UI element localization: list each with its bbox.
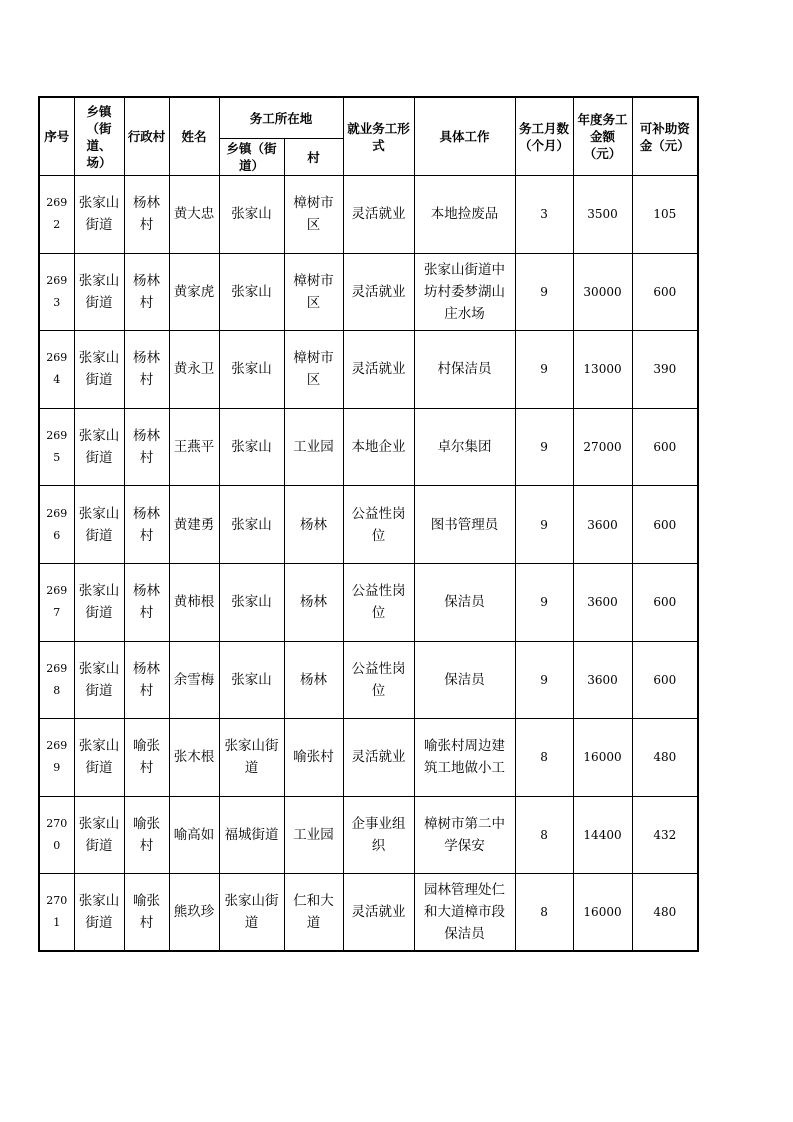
cell-name: 黄建勇 <box>169 486 219 564</box>
cell-village: 杨林村 <box>124 486 169 564</box>
cell-months: 8 <box>515 719 573 797</box>
cell-loc-village: 樟树市区 <box>284 331 343 409</box>
cell-loc-village: 工业园 <box>284 408 343 486</box>
cell-months: 9 <box>515 486 573 564</box>
cell-name: 黄柿根 <box>169 563 219 641</box>
cell-village: 杨林村 <box>124 176 169 254</box>
cell-name: 黄大忠 <box>169 176 219 254</box>
table-row <box>39 796 698 874</box>
cell-job: 卓尔集团 <box>414 408 515 486</box>
cell-months: 8 <box>515 874 573 952</box>
cell-name: 黄家虎 <box>169 253 219 331</box>
header-village: 行政村 <box>124 97 169 176</box>
cell-subsidy: 600 <box>632 563 698 641</box>
cell-job: 村保洁员 <box>414 331 515 409</box>
cell-amount: 30000 <box>573 253 632 331</box>
cell-village: 杨林村 <box>124 331 169 409</box>
cell-loc-township: 张家山 <box>219 331 284 409</box>
cell-seq: 2699 <box>39 719 74 797</box>
table-row <box>39 331 698 409</box>
cell-months: 8 <box>515 796 573 874</box>
cell-form: 企事业组织 <box>343 796 414 874</box>
cell-months: 9 <box>515 331 573 409</box>
cell-village: 喻张村 <box>124 796 169 874</box>
table-row <box>39 719 698 797</box>
cell-township: 张家山街道 <box>74 408 124 486</box>
header-name: 姓名 <box>169 97 219 176</box>
cell-village: 杨林村 <box>124 408 169 486</box>
cell-job: 本地捡废品 <box>414 176 515 254</box>
cell-village: 喻张村 <box>124 719 169 797</box>
cell-form: 公益性岗位 <box>343 486 414 564</box>
header-subsidy: 可补助资金（元） <box>632 97 698 176</box>
cell-job: 樟树市第二中学保安 <box>414 796 515 874</box>
cell-seq: 2693 <box>39 253 74 331</box>
cell-job: 喻张村周边建筑工地做小工 <box>414 719 515 797</box>
cell-township: 张家山街道 <box>74 486 124 564</box>
cell-loc-township: 张家山 <box>219 486 284 564</box>
cell-months: 9 <box>515 563 573 641</box>
table-body <box>39 176 698 952</box>
cell-seq: 2696 <box>39 486 74 564</box>
cell-form: 灵活就业 <box>343 253 414 331</box>
cell-subsidy: 600 <box>632 486 698 564</box>
cell-subsidy: 432 <box>632 796 698 874</box>
cell-form: 灵活就业 <box>343 331 414 409</box>
cell-amount: 16000 <box>573 719 632 797</box>
cell-job: 保洁员 <box>414 563 515 641</box>
cell-amount: 3500 <box>573 176 632 254</box>
cell-township: 张家山街道 <box>74 253 124 331</box>
cell-job: 图书管理员 <box>414 486 515 564</box>
header-employment-form: 就业务工形式 <box>343 97 414 176</box>
cell-months: 9 <box>515 408 573 486</box>
table-row <box>39 176 698 254</box>
table-row <box>39 563 698 641</box>
cell-months: 9 <box>515 253 573 331</box>
cell-loc-village: 樟树市区 <box>284 176 343 254</box>
cell-form: 公益性岗位 <box>343 563 414 641</box>
cell-amount: 13000 <box>573 331 632 409</box>
cell-seq: 2695 <box>39 408 74 486</box>
cell-loc-township: 张家山街道 <box>219 719 284 797</box>
cell-loc-township: 福城街道 <box>219 796 284 874</box>
cell-name: 熊玖珍 <box>169 874 219 952</box>
cell-form: 灵活就业 <box>343 176 414 254</box>
employment-subsidy-table <box>38 96 699 952</box>
cell-name: 王燕平 <box>169 408 219 486</box>
cell-name: 余雪梅 <box>169 641 219 719</box>
header-months: 务工月数（个月） <box>515 97 573 176</box>
table-row <box>39 486 698 564</box>
cell-seq: 2692 <box>39 176 74 254</box>
cell-seq: 2700 <box>39 796 74 874</box>
table-row <box>39 253 698 331</box>
cell-loc-village: 仁和大道 <box>284 874 343 952</box>
cell-subsidy: 600 <box>632 641 698 719</box>
cell-township: 张家山街道 <box>74 796 124 874</box>
cell-township: 张家山街道 <box>74 331 124 409</box>
cell-loc-township: 张家山 <box>219 563 284 641</box>
cell-village: 杨林村 <box>124 253 169 331</box>
cell-subsidy: 105 <box>632 176 698 254</box>
cell-amount: 3600 <box>573 641 632 719</box>
cell-job: 园林管理处仁和大道樟市段保洁员 <box>414 874 515 952</box>
cell-subsidy: 480 <box>632 719 698 797</box>
cell-township: 张家山街道 <box>74 874 124 952</box>
cell-subsidy: 600 <box>632 408 698 486</box>
cell-subsidy: 600 <box>632 253 698 331</box>
cell-loc-village: 杨林 <box>284 486 343 564</box>
cell-subsidy: 480 <box>632 874 698 952</box>
header-job: 具体工作 <box>414 97 515 176</box>
cell-loc-township: 张家山 <box>219 408 284 486</box>
cell-seq: 2694 <box>39 331 74 409</box>
cell-months: 9 <box>515 641 573 719</box>
table-row <box>39 641 698 719</box>
cell-job: 张家山街道中坊村委梦湖山庄水场 <box>414 253 515 331</box>
cell-form: 公益性岗位 <box>343 641 414 719</box>
cell-form: 本地企业 <box>343 408 414 486</box>
cell-loc-village: 工业园 <box>284 796 343 874</box>
cell-loc-township: 张家山 <box>219 641 284 719</box>
cell-loc-village: 杨林 <box>284 641 343 719</box>
table-row <box>39 408 698 486</box>
header-work-location: 务工所在地 <box>219 97 343 139</box>
cell-name: 黄永卫 <box>169 331 219 409</box>
header-seq: 序号 <box>39 97 74 176</box>
table-row <box>39 874 698 952</box>
cell-village: 杨林村 <box>124 641 169 719</box>
header-loc-village: 村 <box>284 139 343 176</box>
cell-seq: 2701 <box>39 874 74 952</box>
cell-township: 张家山街道 <box>74 641 124 719</box>
cell-loc-township: 张家山街道 <box>219 874 284 952</box>
cell-amount: 3600 <box>573 563 632 641</box>
cell-amount: 16000 <box>573 874 632 952</box>
cell-seq: 2698 <box>39 641 74 719</box>
cell-seq: 2697 <box>39 563 74 641</box>
cell-township: 张家山街道 <box>74 563 124 641</box>
cell-form: 灵活就业 <box>343 719 414 797</box>
cell-amount: 3600 <box>573 486 632 564</box>
cell-name: 张木根 <box>169 719 219 797</box>
cell-township: 张家山街道 <box>74 176 124 254</box>
cell-amount: 14400 <box>573 796 632 874</box>
cell-form: 灵活就业 <box>343 874 414 952</box>
cell-township: 张家山街道 <box>74 719 124 797</box>
cell-village: 喻张村 <box>124 874 169 952</box>
cell-village: 杨林村 <box>124 563 169 641</box>
cell-name: 喻高如 <box>169 796 219 874</box>
cell-loc-township: 张家山 <box>219 253 284 331</box>
header-annual-amount: 年度务工金额（元） <box>573 97 632 176</box>
cell-loc-village: 杨林 <box>284 563 343 641</box>
cell-loc-village: 喻张村 <box>284 719 343 797</box>
cell-amount: 27000 <box>573 408 632 486</box>
cell-subsidy: 390 <box>632 331 698 409</box>
header-loc-township: 乡镇（街道） <box>219 139 284 176</box>
cell-job: 保洁员 <box>414 641 515 719</box>
cell-loc-village: 樟树市区 <box>284 253 343 331</box>
cell-months: 3 <box>515 176 573 254</box>
cell-loc-township: 张家山 <box>219 176 284 254</box>
header-township: 乡镇（街道、场） <box>74 97 124 176</box>
